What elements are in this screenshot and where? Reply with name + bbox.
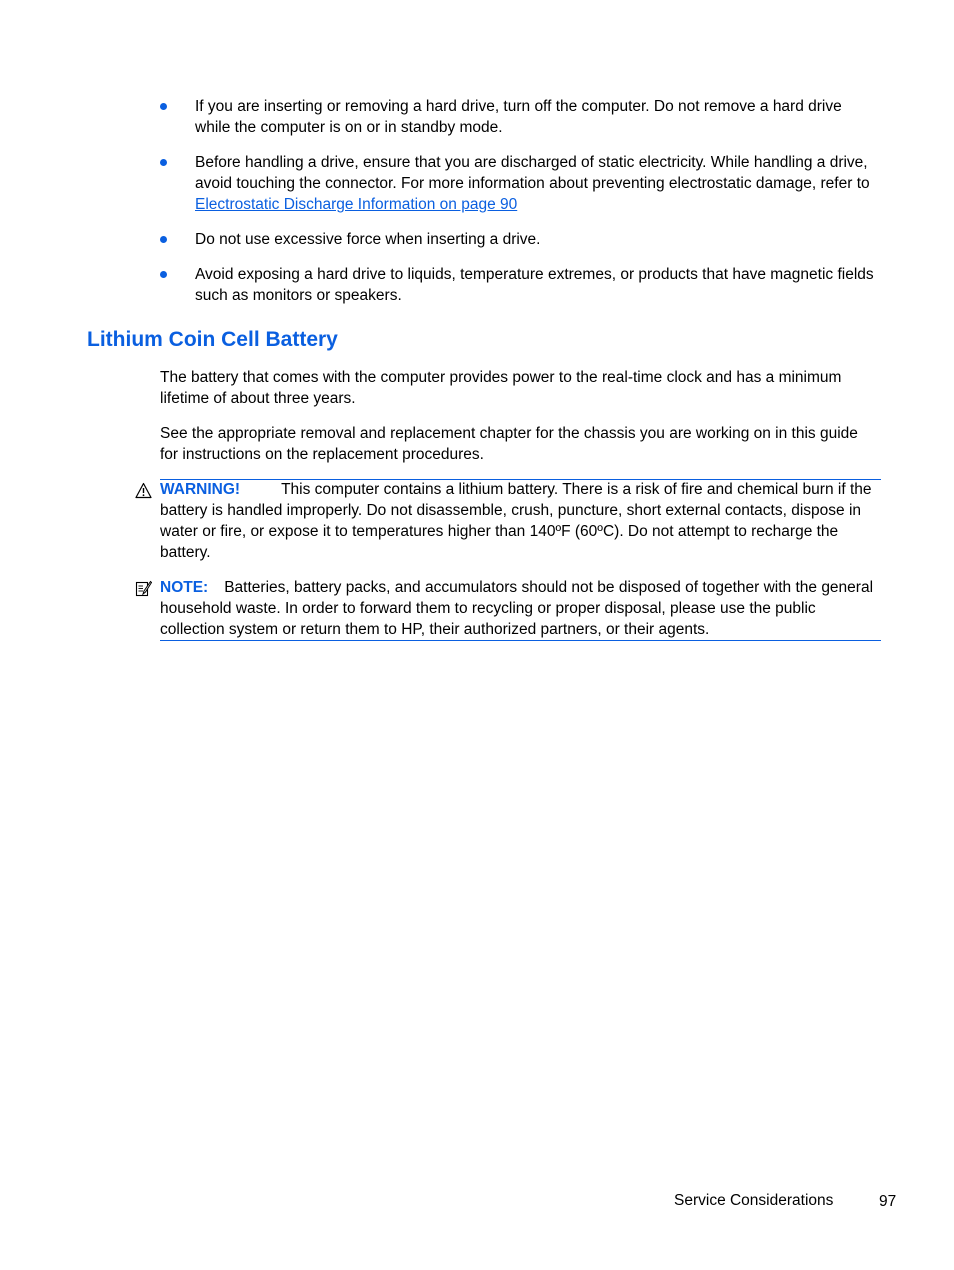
bullet-text: Do not use excessive force when inserting a drive. [195,231,541,248]
bullet-icon [160,271,167,278]
replacement-paragraph: See the appropriate removal and replacement chapter for the chassis you are working on in this guide for instructions on the replacement procedures. [160,425,858,463]
footer-section-name: Service Considerations [674,1192,834,1209]
section-title: Lithium Coin Cell Battery [87,328,338,351]
battery-intro-paragraph: The battery that comes with the computer provides power to the real-time clock and has a minimum lifetime of about three years. [160,369,842,407]
page-number: 97 [879,1193,897,1210]
list-item [160,264,880,306]
admonition-bottom-rule [160,640,881,641]
bullet-icon [160,103,167,110]
warning-text: This computer contains a lithium battery. There is a risk of fire and chemical burn if the battery is handled improperly. Do not disassemble, crush, puncture, short external contacts, dispose in water or fire, or expose it to temperatures higher than 140ºF (60ºC). Do not attempt to recharge the battery. [160,481,872,561]
note-text: Batteries, battery packs, and accumulators should not be disposed of together with the general household waste. In order to forward them to recycling or proper disposal, please use the public collection system or return them to HP, their authorized partners, or their agents. [160,579,874,638]
bullet-icon [160,236,167,243]
bullet-icon [160,159,167,166]
bullet-text: If you are inserting or removing a hard drive, turn off the computer. Do not remove a hard drive while the computer is on or in standby mode. [195,98,842,136]
note-pencil-icon [135,580,152,597]
warning-box [160,479,876,563]
list-item [160,96,880,138]
list-item [160,152,880,215]
bullet-text: Avoid exposing a hard drive to liquids, temperature extremes, or products that have magnetic fields such as monitors or speakers. [195,266,874,304]
warning-triangle-icon [135,482,152,499]
warning-label: WARNING! [160,481,241,498]
note-box [160,577,876,640]
list-item [160,229,880,250]
bullet-text: Before handling a drive, ensure that you are discharged of static electricity. While handling a drive, avoid touching the connector. For more information about preventing electrostatic damage, refer to [195,154,870,192]
note-label: NOTE: [160,579,209,596]
esd-info-link[interactable]: Electrostatic Discharge Information on page 90 [195,196,518,213]
precautions-list [160,96,880,320]
